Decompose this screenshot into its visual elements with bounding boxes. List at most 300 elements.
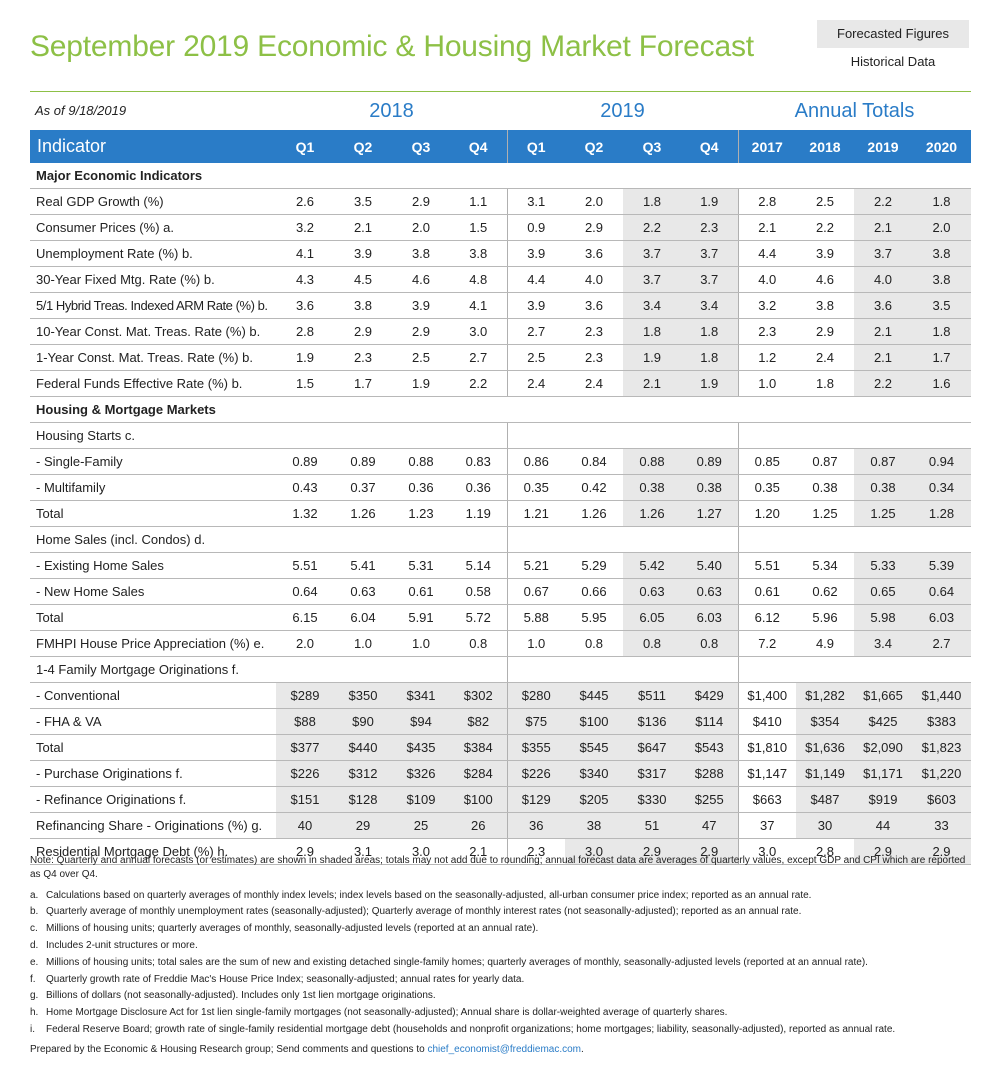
value-cell: 2.4 (796, 345, 854, 371)
value-cell: 0.36 (450, 475, 507, 501)
value-cell: 0.35 (738, 475, 796, 501)
value-cell: 1.0 (334, 631, 392, 657)
value-cell: 2.0 (565, 189, 623, 215)
value-cell: 3.4 (681, 293, 738, 319)
table-row (30, 813, 971, 839)
value-cell (796, 657, 854, 683)
value-cell (738, 657, 796, 683)
value-cell: 3.5 (334, 189, 392, 215)
table-row (30, 501, 971, 527)
row-label: - FHA & VA (30, 709, 276, 735)
value-cell: 0.35 (507, 475, 565, 501)
value-cell: 0.42 (565, 475, 623, 501)
value-cell: 0.87 (854, 449, 912, 475)
value-cell: 36 (507, 813, 565, 839)
value-cell: $435 (392, 735, 450, 761)
value-cell: 44 (854, 813, 912, 839)
value-cell: 6.03 (912, 605, 971, 631)
value-cell: 0.38 (854, 475, 912, 501)
value-cell: 0.85 (738, 449, 796, 475)
value-cell: 1.8 (912, 319, 971, 345)
footnote-text: Billions of dollars (not seasonally-adjusted). Includes only 1st lien mortgage originations. (46, 990, 436, 1002)
row-label: Home Sales (incl. Condos) d. (30, 527, 276, 553)
value-cell: 2.1 (854, 345, 912, 371)
value-cell: $88 (276, 709, 334, 735)
value-cell: 4.0 (738, 267, 796, 293)
value-cell: 2.9 (392, 189, 450, 215)
value-cell: 5.96 (796, 605, 854, 631)
footnote-list (30, 889, 975, 1037)
value-cell: $1,665 (854, 683, 912, 709)
value-cell: 3.7 (623, 267, 681, 293)
row-label: Total (30, 605, 276, 631)
value-cell: 1.5 (450, 215, 507, 241)
group-annual-totals: Annual Totals (794, 100, 915, 122)
row-label: Total (30, 735, 276, 761)
value-cell: $647 (623, 735, 681, 761)
footnote-key: i. (30, 1023, 35, 1035)
footnote (30, 1023, 975, 1037)
value-cell: 0.65 (854, 579, 912, 605)
value-cell: $663 (738, 787, 796, 813)
value-cell: $326 (392, 761, 450, 787)
value-cell (796, 423, 854, 449)
value-cell: $1,220 (912, 761, 971, 787)
header-col: Q2 (334, 130, 392, 163)
value-cell: 3.7 (681, 241, 738, 267)
value-cell: $511 (623, 683, 681, 709)
footnote-key: b. (30, 906, 39, 918)
value-cell: 25 (392, 813, 450, 839)
value-cell: 2.5 (796, 189, 854, 215)
value-cell: 2.0 (276, 631, 334, 657)
value-cell: 3.0 (450, 319, 507, 345)
value-cell: 3.8 (392, 241, 450, 267)
value-cell: $82 (450, 709, 507, 735)
note-main: Note: Quarterly and annual forecasts (or estimates) are shown in shaded areas; totals may not add due to rounding; annual forecast data are averages of quarterly values, except GDP and CPI which are reported as Q4 over Q4. (30, 855, 966, 880)
value-cell: 3.1 (334, 839, 392, 865)
footnote-key: e. (30, 956, 39, 968)
footnote-key: g. (30, 990, 39, 1002)
value-cell (565, 527, 623, 553)
value-cell: 2.5 (507, 345, 565, 371)
value-cell (450, 657, 507, 683)
value-cell: 6.03 (681, 605, 738, 631)
value-cell: 1.9 (392, 371, 450, 397)
header-col: Q1 (507, 130, 565, 163)
value-cell: 1.5 (276, 371, 334, 397)
value-cell: 0.86 (507, 449, 565, 475)
value-cell: $280 (507, 683, 565, 709)
value-cell: 3.9 (334, 241, 392, 267)
value-cell: $109 (392, 787, 450, 813)
footnote-text: Millions of housing units; total sales are the sum of new and existing detached single-family homes; quarterly averages of monthly, seasonally-adjusted levels (reported at an annual rate). (46, 956, 868, 968)
value-cell: 7.2 (738, 631, 796, 657)
header-col: Q1 (276, 130, 334, 163)
header-col: 2019 (854, 130, 912, 163)
table-header (30, 130, 971, 163)
footnote (30, 889, 975, 903)
row-label: FMHPI House Price Appreciation (%) e. (30, 631, 276, 657)
value-cell: 0.87 (796, 449, 854, 475)
value-cell: $440 (334, 735, 392, 761)
value-cell: $354 (796, 709, 854, 735)
value-cell (565, 657, 623, 683)
header-col: 2018 (796, 130, 854, 163)
footnote-key: d. (30, 939, 39, 951)
value-cell: 3.9 (392, 293, 450, 319)
value-cell (450, 423, 507, 449)
table-row (30, 241, 971, 267)
notes (30, 854, 975, 1057)
value-cell: 3.6 (565, 293, 623, 319)
table-row (30, 553, 971, 579)
value-cell: $1,147 (738, 761, 796, 787)
value-cell: $289 (276, 683, 334, 709)
value-cell: $1,149 (796, 761, 854, 787)
value-cell: 0.63 (623, 579, 681, 605)
value-cell: $1,171 (854, 761, 912, 787)
value-cell: 2.9 (912, 839, 971, 865)
value-cell: 1.8 (681, 345, 738, 371)
value-cell: $255 (681, 787, 738, 813)
value-cell: 4.9 (796, 631, 854, 657)
value-cell: 1.25 (854, 501, 912, 527)
value-cell: 5.41 (334, 553, 392, 579)
value-cell (738, 423, 796, 449)
row-label: Residential Mortgage Debt (%) h. (30, 839, 276, 865)
value-cell (681, 527, 738, 553)
value-cell: 4.8 (450, 267, 507, 293)
value-cell: 2.1 (738, 215, 796, 241)
value-cell: 2.1 (854, 215, 912, 241)
value-cell: 1.27 (681, 501, 738, 527)
footnote-key: a. (30, 889, 39, 901)
value-cell: 2.8 (738, 189, 796, 215)
value-cell: 2.2 (854, 189, 912, 215)
value-cell: 1.21 (507, 501, 565, 527)
footnote (30, 1006, 975, 1020)
value-cell: 2.8 (276, 319, 334, 345)
value-cell: 5.51 (738, 553, 796, 579)
value-cell: 1.20 (738, 501, 796, 527)
footnote (30, 989, 975, 1003)
value-cell: 5.72 (450, 605, 507, 631)
table-row (30, 267, 971, 293)
value-cell: 2.2 (450, 371, 507, 397)
table-body (30, 163, 971, 865)
value-cell (334, 657, 392, 683)
value-cell: 5.31 (392, 553, 450, 579)
value-cell (796, 527, 854, 553)
value-cell: 2.8 (796, 839, 854, 865)
value-cell: 2.3 (565, 319, 623, 345)
value-cell: 0.38 (623, 475, 681, 501)
value-cell: 5.40 (681, 553, 738, 579)
value-cell: $340 (565, 761, 623, 787)
value-cell: 30 (796, 813, 854, 839)
prepared-text: Prepared by the Economic & Housing Research group; Send comments and questions to (30, 1043, 428, 1055)
table-row (30, 735, 971, 761)
value-cell (738, 527, 796, 553)
value-cell: 2.1 (854, 319, 912, 345)
value-cell: 3.2 (738, 293, 796, 319)
value-cell: 1.9 (681, 371, 738, 397)
value-cell: 0.94 (912, 449, 971, 475)
value-cell: 0.89 (681, 449, 738, 475)
value-cell: 1.2 (738, 345, 796, 371)
value-cell: 0.38 (796, 475, 854, 501)
value-cell: 1.32 (276, 501, 334, 527)
value-cell: $1,823 (912, 735, 971, 761)
value-cell: 1.26 (623, 501, 681, 527)
value-cell (507, 527, 565, 553)
value-cell: 3.1 (507, 189, 565, 215)
value-cell: 47 (681, 813, 738, 839)
row-label: Refinancing Share - Originations (%) g. (30, 813, 276, 839)
value-cell: 0.61 (392, 579, 450, 605)
table-row (30, 215, 971, 241)
table-row (30, 475, 971, 501)
footnote-text: Home Mortgage Disclosure Act for 1st lien single-family mortgages (not seasonally-adjusted); Annual share is dollar-weighted average of quarterly shares. (46, 1007, 728, 1019)
value-cell: 0.8 (565, 631, 623, 657)
value-cell: $129 (507, 787, 565, 813)
row-label: Housing Starts c. (30, 423, 276, 449)
value-cell: 0.38 (681, 475, 738, 501)
section-row (30, 163, 971, 189)
value-cell (392, 657, 450, 683)
table-row (30, 371, 971, 397)
value-cell: $128 (334, 787, 392, 813)
value-cell (334, 527, 392, 553)
footnote-text: Federal Reserve Board; growth rate of single-family residential mortgage debt (households and nonprofit organizations; home mortgages; liability, seasonally-adjusted), reported as annual rate. (46, 1023, 896, 1035)
value-cell: 0.62 (796, 579, 854, 605)
value-cell (912, 527, 971, 553)
value-cell: 0.58 (450, 579, 507, 605)
value-cell: $445 (565, 683, 623, 709)
value-cell: 2.1 (334, 215, 392, 241)
value-cell: 40 (276, 813, 334, 839)
value-cell: $317 (623, 761, 681, 787)
value-cell: 3.0 (392, 839, 450, 865)
row-label: - New Home Sales (30, 579, 276, 605)
value-cell (276, 423, 334, 449)
value-cell: 2.5 (392, 345, 450, 371)
value-cell: $429 (681, 683, 738, 709)
row-label: - Single-Family (30, 449, 276, 475)
value-cell: $100 (450, 787, 507, 813)
page-title: September 2019 Economic & Housing Market Forecast (30, 30, 754, 63)
value-cell: 2.2 (796, 215, 854, 241)
value-cell: 1.25 (796, 501, 854, 527)
section-row (30, 397, 971, 423)
value-cell: 2.0 (392, 215, 450, 241)
value-cell: 0.37 (334, 475, 392, 501)
value-cell: 4.0 (854, 267, 912, 293)
value-cell: 1.8 (623, 319, 681, 345)
value-cell (450, 527, 507, 553)
value-cell: 0.63 (681, 579, 738, 605)
value-cell: 51 (623, 813, 681, 839)
value-cell: 0.84 (565, 449, 623, 475)
value-cell: 1.9 (623, 345, 681, 371)
value-cell (623, 527, 681, 553)
row-label: - Multifamily (30, 475, 276, 501)
value-cell: 4.4 (507, 267, 565, 293)
value-cell: 2.9 (854, 839, 912, 865)
value-cell: $384 (450, 735, 507, 761)
value-cell: $226 (507, 761, 565, 787)
value-cell: 2.4 (565, 371, 623, 397)
value-cell: $302 (450, 683, 507, 709)
value-cell: $1,636 (796, 735, 854, 761)
value-cell: 2.9 (681, 839, 738, 865)
value-cell: 3.8 (912, 241, 971, 267)
value-cell: $284 (450, 761, 507, 787)
section-label: Housing & Mortgage Markets (30, 397, 971, 423)
value-cell: 0.8 (681, 631, 738, 657)
header-col: 2017 (738, 130, 796, 163)
table-row (30, 449, 971, 475)
value-cell: 0.83 (450, 449, 507, 475)
contact-email-link[interactable]: chief_economist@freddiemac.com (427, 1043, 582, 1055)
value-cell (854, 527, 912, 553)
value-cell: 2.0 (912, 215, 971, 241)
value-cell: 1.1 (450, 189, 507, 215)
value-cell: 0.9 (507, 215, 565, 241)
value-cell (507, 423, 565, 449)
value-cell: 5.42 (623, 553, 681, 579)
value-cell: 4.6 (392, 267, 450, 293)
value-cell: 5.51 (276, 553, 334, 579)
legend-historical: Historical Data (850, 54, 936, 69)
prepared-end: . (581, 1043, 584, 1055)
value-cell (681, 423, 738, 449)
value-cell: 2.3 (507, 839, 565, 865)
value-cell: 2.9 (796, 319, 854, 345)
value-cell: $377 (276, 735, 334, 761)
value-cell: 2.2 (854, 371, 912, 397)
row-label: Federal Funds Effective Rate (%) b. (30, 371, 276, 397)
value-cell: 3.5 (912, 293, 971, 319)
value-cell: 0.64 (276, 579, 334, 605)
value-cell: 38 (565, 813, 623, 839)
row-label: 10-Year Const. Mat. Treas. Rate (%) b. (30, 319, 276, 345)
value-cell: 1.6 (912, 371, 971, 397)
value-cell: 3.2 (276, 215, 334, 241)
value-cell: 4.4 (738, 241, 796, 267)
footnote-key: c. (30, 923, 38, 935)
value-cell (276, 527, 334, 553)
value-cell: 5.29 (565, 553, 623, 579)
value-cell: 3.0 (565, 839, 623, 865)
value-cell: 5.34 (796, 553, 854, 579)
value-cell: 1.26 (565, 501, 623, 527)
value-cell: 0.8 (623, 631, 681, 657)
table-row (30, 189, 971, 215)
legend-forecasted: Forecasted Figures (817, 20, 969, 48)
value-cell (912, 657, 971, 683)
value-cell (334, 423, 392, 449)
table-row (30, 631, 971, 657)
value-cell: 5.39 (912, 553, 971, 579)
value-cell: 3.6 (854, 293, 912, 319)
value-cell: $383 (912, 709, 971, 735)
table-row (30, 787, 971, 813)
value-cell: 1.0 (507, 631, 565, 657)
row-label: 1-Year Const. Mat. Treas. Rate (%) b. (30, 345, 276, 371)
footnote-text: Includes 2-unit structures or more. (46, 939, 198, 951)
prepared-by (30, 1043, 975, 1057)
value-cell: 3.9 (507, 293, 565, 319)
value-cell: $1,440 (912, 683, 971, 709)
value-cell: 2.9 (623, 839, 681, 865)
value-cell: 0.34 (912, 475, 971, 501)
value-cell: 5.33 (854, 553, 912, 579)
row-label: Consumer Prices (%) a. (30, 215, 276, 241)
value-cell: $425 (854, 709, 912, 735)
table-row (30, 605, 971, 631)
value-cell: $151 (276, 787, 334, 813)
value-cell: 1.28 (912, 501, 971, 527)
value-cell: 3.8 (912, 267, 971, 293)
value-cell: 6.15 (276, 605, 334, 631)
value-cell: 3.0 (738, 839, 796, 865)
value-cell: $330 (623, 787, 681, 813)
value-cell: 5.88 (507, 605, 565, 631)
value-cell: 2.9 (334, 319, 392, 345)
value-cell: $75 (507, 709, 565, 735)
value-cell: 1.8 (681, 319, 738, 345)
value-cell: 1.0 (392, 631, 450, 657)
value-cell: 1.8 (623, 189, 681, 215)
row-label: 1-4 Family Mortgage Originations f. (30, 657, 276, 683)
value-cell: 1.23 (392, 501, 450, 527)
value-cell: 3.6 (276, 293, 334, 319)
value-cell: 4.1 (276, 241, 334, 267)
value-cell: 1.0 (738, 371, 796, 397)
row-label: - Purchase Originations f. (30, 761, 276, 787)
value-cell (854, 657, 912, 683)
as-of-date: As of 9/18/2019 (35, 103, 127, 118)
value-cell: 0.64 (912, 579, 971, 605)
value-cell: 26 (450, 813, 507, 839)
value-cell: 5.14 (450, 553, 507, 579)
row-label: Real GDP Growth (%) (30, 189, 276, 215)
value-cell: $312 (334, 761, 392, 787)
value-cell: 3.7 (854, 241, 912, 267)
value-cell (854, 423, 912, 449)
value-cell (392, 527, 450, 553)
table-row (30, 345, 971, 371)
value-cell: 3.7 (681, 267, 738, 293)
value-cell: 3.6 (565, 241, 623, 267)
title-divider (30, 91, 971, 92)
footnote-text: Millions of housing units; quarterly averages of monthly, seasonally-adjusted levels (reported at an annual rate). (46, 923, 539, 935)
value-cell: 0.88 (392, 449, 450, 475)
forecast-table (30, 130, 971, 865)
value-cell: $355 (507, 735, 565, 761)
footnote (30, 905, 975, 919)
value-cell: $136 (623, 709, 681, 735)
table-row (30, 319, 971, 345)
value-cell: 0.89 (334, 449, 392, 475)
table-row (30, 761, 971, 787)
value-cell: $919 (854, 787, 912, 813)
table-row (30, 423, 971, 449)
value-cell: $94 (392, 709, 450, 735)
value-cell (623, 657, 681, 683)
